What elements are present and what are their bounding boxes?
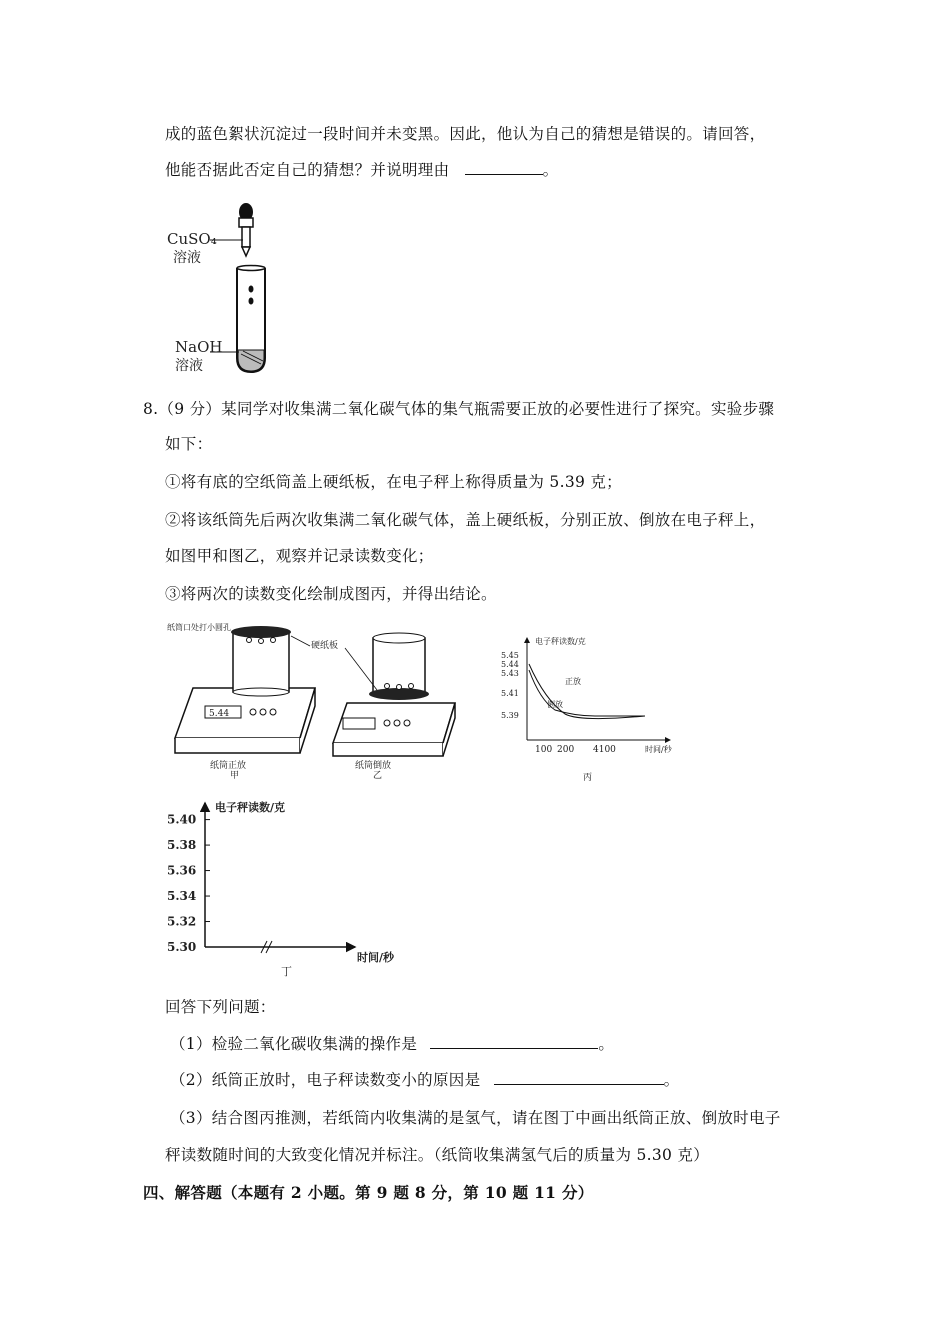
jia-display: 5.44 [209, 709, 230, 719]
bing-xlabel: 时间/秒 [645, 745, 672, 754]
ding-ytick-label: 5.36 [167, 863, 197, 878]
bing-ytick-5.39: 5.39 [501, 711, 519, 720]
bing-ytick-5.44: 5.44 [501, 660, 519, 669]
answer-3-cont: 秤读数随时间的大致变化情况并标注。（纸筒收集满氢气后的质量为 5.30 克） [165, 1146, 710, 1164]
answer-blank-2[interactable] [494, 1070, 664, 1085]
bing-inverted-label: 倒放 [547, 700, 563, 709]
continuation-text: 他能否据此否定自己的猜想？并说明理由 [165, 161, 450, 179]
bing-upright-curve [529, 664, 645, 719]
yi-caption: 纸筒倒放 [355, 761, 392, 771]
jia-label: 甲 [230, 771, 240, 781]
ding-ytick-label: 5.32 [167, 914, 197, 929]
cardboard-label: 硬纸板 [311, 641, 339, 651]
ding-ytick-label: 5.30 [167, 940, 197, 954]
cuso4-solution-label: 溶液 [173, 250, 201, 266]
continuation-line-2 [165, 160, 558, 180]
naoh-label: NaOH [175, 338, 223, 356]
section-4-heading: 四、解答题（本题有 2 小题。第 9 题 8 分，第 10 题 11 分） [143, 1183, 594, 1202]
q8-head-cont: 如下： [165, 435, 213, 453]
jia-note: 纸筒口处打小圆孔 [167, 623, 231, 632]
answer-blank-reason[interactable] [465, 160, 543, 175]
answers-intro: 回答下列问题： [165, 998, 276, 1016]
ding-ylabel: 电子秤读数/克 [215, 801, 286, 814]
bing-xtick-100: 100 [535, 745, 553, 755]
period: 。 [598, 1035, 615, 1053]
answer-2-line [170, 1070, 679, 1090]
q8-step2: ②将该纸筒先后两次收集满二氧化碳气体，盖上硬纸板，分别正放、倒放在电子秤上， [165, 511, 766, 529]
bing-ytick-5.45: 5.45 [501, 651, 519, 660]
bing-inverted-curve [529, 670, 645, 716]
apparatus-figure [165, 618, 485, 781]
yi-label: 乙 [373, 771, 383, 781]
ding-label: 丁 [281, 965, 292, 978]
bing-upright-label: 正放 [565, 677, 581, 686]
chart-bing [495, 630, 695, 790]
q8-step3: ③将两次的读数变化绘制成图丙，并得出结论。 [165, 585, 497, 603]
naoh-solution-label: 溶液 [175, 358, 203, 374]
answer-blank-1[interactable] [430, 1034, 598, 1049]
answer-1-text: （1）检验二氧化碳收集满的操作是 [170, 1035, 418, 1053]
q8-head: 8.（9 分）某同学对收集满二氧化碳气体的集气瓶需要正放的必要性进行了探究。实验步骤 [143, 400, 775, 418]
answer-1-line [170, 1034, 614, 1054]
jia-caption: 纸筒正放 [210, 761, 247, 771]
period: 。 [542, 161, 559, 179]
cuso4-label: CuSO₄ [167, 230, 217, 248]
ding-xlabel: 时间/秒 [357, 951, 395, 964]
bing-xtick-200: 200 [557, 745, 575, 755]
bing-xtick-4100: 4100 [593, 745, 616, 755]
q8-step1: ①将有底的空纸筒盖上硬纸板，在电子秤上称得质量为 5.39 克； [165, 473, 622, 491]
period: 。 [663, 1071, 680, 1089]
ding-ticks [167, 813, 210, 954]
ding-ytick-label: 5.34 [167, 889, 197, 904]
bing-ytick-5.43: 5.43 [501, 669, 519, 678]
answer-2-text: （2）纸筒正放时，电子秤读数变小的原因是 [170, 1071, 481, 1089]
bing-label: 丙 [583, 773, 593, 783]
answer-3-text: （3）结合图丙推测，若纸筒内收集满的是氢气，请在图丁中画出纸筒正放、倒放时电子 [170, 1109, 781, 1127]
chart-ding [165, 795, 425, 980]
ding-ytick-label: 5.38 [167, 838, 197, 853]
ding-ytick-label: 5.40 [167, 812, 197, 827]
q8-step2-cont: 如图甲和图乙，观察并记录读数变化； [165, 547, 434, 565]
bing-ytick-5.41: 5.41 [501, 689, 519, 698]
test-tube-figure [165, 200, 295, 385]
bing-ylabel: 电子秤读数/克 [535, 637, 586, 646]
continuation-line-1: 成的蓝色絮状沉淀过一段时间并未变黑。因此，他认为自己的猜想是错误的。请回答， [165, 125, 766, 143]
